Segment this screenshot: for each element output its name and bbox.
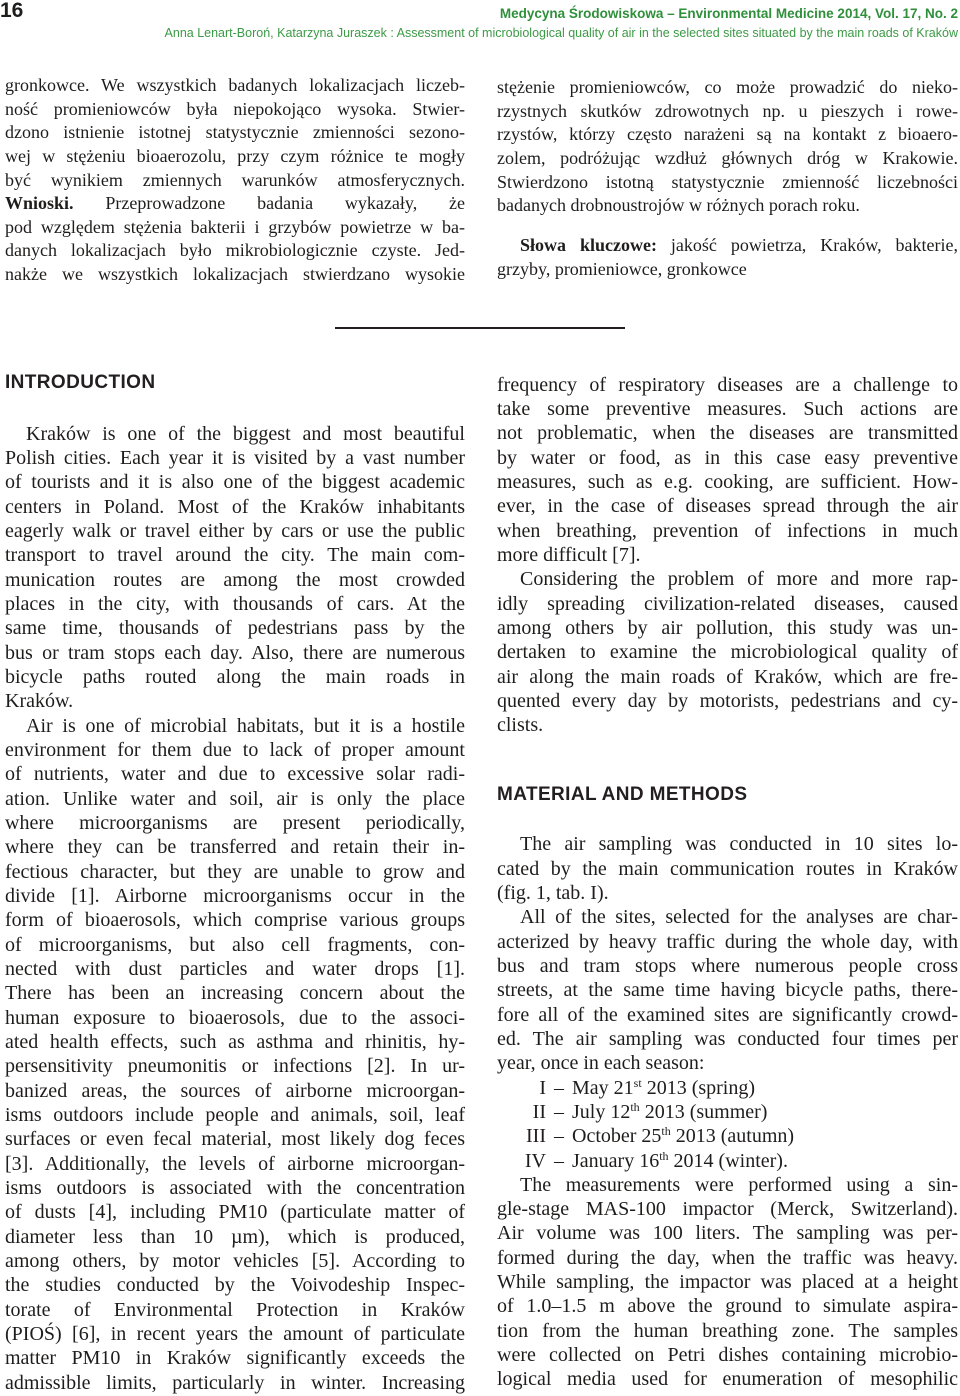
- keywords-paragraph: [497, 234, 958, 281]
- body-paragraph: [497, 373, 958, 568]
- text-line: admissible limits, particularly in winter. Increasing: [5, 1371, 465, 1394]
- dash-separator: –: [554, 1149, 564, 1172]
- ordinal-suffix: th: [659, 1148, 669, 1163]
- text-line: isms outdoors include people and animals, soil, leaf: [5, 1104, 465, 1126]
- body-paragraph: [497, 905, 958, 1075]
- text-line: frequency of respiratory diseases are a challenge to: [497, 373, 958, 396]
- season-numeral: IV: [524, 1149, 546, 1172]
- text-line: Considering the problem of more and more rap-: [520, 568, 958, 591]
- text-line: ever, in the case of diseases spread through the air: [497, 495, 958, 518]
- text-line: wej w stężeniu bioaerozolu, przy czym różnice te mogły: [5, 145, 465, 166]
- text-line: by water or food, as in this case easy preventive: [497, 446, 958, 469]
- left-text-column: [5, 371, 465, 1395]
- text-line: Air volume was 100 liters. The sampling was per-: [497, 1222, 958, 1245]
- text-line: among others by air pollution, this study was un-: [497, 617, 958, 640]
- year-and-season: 2014 (winter).: [673, 1149, 788, 1172]
- text-line: nakże we wszystkich lokalizacjach stwierdzano wysokie: [5, 263, 465, 284]
- page-number: 16: [0, 0, 24, 22]
- text-line: badanych drobnoustrojów w różnych porach roku.: [497, 195, 860, 216]
- sampling-date-item: [497, 1124, 958, 1148]
- text-line: matter PM10 in Kraków significantly exceeds the: [5, 1347, 465, 1370]
- sampling-date: July 12: [572, 1100, 631, 1123]
- text-line: gle-stage MAS-100 impactor (Merck, Switzerland).: [497, 1198, 958, 1221]
- text-line: (PIOŚ) [6], in recent years the amount of particulate: [5, 1322, 465, 1345]
- text-line: stężenie promieniowców, co może prowadzić do nieko-: [497, 77, 958, 98]
- body-paragraph: [497, 1173, 958, 1392]
- text-line: While sampling, the impactor was placed at a height: [497, 1271, 958, 1294]
- text-line: year, once in each season:: [497, 1052, 705, 1075]
- text-line: clists.: [497, 714, 544, 737]
- text-line: Kraków.: [5, 690, 74, 713]
- sampling-date-item: [497, 1076, 958, 1100]
- text-line: The air sampling was conducted in 10 sites lo-: [520, 833, 958, 856]
- text-line: logical media used for enumeration of mesophilic: [497, 1368, 958, 1391]
- sampling-date: January 16: [572, 1149, 660, 1172]
- text-line: environment for them due to lack of proper amount: [5, 739, 465, 762]
- abstract-right-column: [497, 76, 958, 281]
- text-line: danych lokalizacjach było mikrobiologicznie czyste. Jed-: [5, 240, 465, 261]
- sampling-date-item: [497, 1100, 958, 1124]
- text-line: dzono istnienie istotnej statystycznie zmienności sezono-: [5, 122, 465, 143]
- text-line: eagerly walk or travel either by cars or use the public: [5, 520, 465, 543]
- introduction-heading: INTRODUCTION: [5, 371, 156, 393]
- sampling-date-item: [497, 1149, 958, 1173]
- text-line: same time, thousands of pedestrians pass by the: [5, 617, 465, 640]
- text-line: gronkowce. We wszystkich badanych lokalizacjach liczeb-: [5, 75, 465, 96]
- text-line: of tourists and it is also one of the biggest academic: [5, 471, 465, 494]
- text-line: form of bioaerosols, which comprise various groups: [5, 909, 465, 932]
- abstract-results-paragraph: [5, 74, 465, 192]
- text-line: All of the sites, selected for the analyses are char-: [520, 906, 958, 929]
- text-line: where they can be transferred and retain their in-: [5, 836, 465, 859]
- text-line: dertaken to examine the microbiological quality of: [497, 641, 958, 664]
- text-line: of microorganisms, but also cell fragments, con-: [5, 933, 465, 956]
- bold-lead-in: Wnioski.: [5, 193, 74, 214]
- text-line: banized areas, the sources of airborne microorgan-: [5, 1079, 465, 1102]
- abstract-conclusions-paragraph: [5, 192, 465, 286]
- text-line: munication routes are among the most crowded: [5, 568, 465, 591]
- text-line: rzystów, którzy często narażeni są na kontakt z bioaero-: [497, 124, 958, 145]
- text-line: torate of Environmental Protection in Kraków: [5, 1298, 465, 1321]
- text-line: more difficult [7].: [497, 544, 641, 567]
- text-line: idly spreading civilization-related diseases, caused: [497, 592, 958, 615]
- text-line: tion from the human breathing zone. The samples: [497, 1319, 958, 1342]
- text-line: The measurements were performed using a sin-: [520, 1173, 958, 1196]
- text-line: cated by the main communication routes in Kraków: [497, 857, 958, 880]
- sampling-date: October 25: [572, 1125, 662, 1148]
- sampling-dates-list: [497, 1076, 958, 1173]
- text-line: [497, 234, 958, 258]
- text-line: There has been an increasing concern about the: [5, 982, 465, 1005]
- text-line: bicycle paths routed along the main roads in: [5, 666, 465, 689]
- text-line: [3]. Additionally, the levels of airborne microorgan-: [5, 1152, 465, 1175]
- abstract-conclusions-continued: [497, 76, 958, 218]
- text-line: rzystnych skutków zdrowotnych np. u pieszych i rowe-: [497, 100, 958, 121]
- text-line: isms outdoors is associated with the concentration: [5, 1176, 465, 1199]
- text-line: formed during the day, when the traffic was heavy.: [497, 1246, 958, 1269]
- year-and-season: 2013 (spring): [646, 1076, 756, 1099]
- line-text: jakość powietrza, Kraków, bakterie,: [656, 235, 958, 256]
- text-line: when breathing, prevention of infections in much: [497, 519, 958, 542]
- text-line: ation. Unlike water and soil, air is only the place: [5, 787, 465, 810]
- text-line: być wynikiem zmiennych warunków atmosferycznych.: [5, 169, 465, 190]
- text-line: places in the city, with thousands of cars. At the: [5, 593, 465, 616]
- text-line: of 1.0–1.5 m above the ground to simulate aspira-: [497, 1295, 958, 1318]
- right-text-column: [497, 373, 958, 1392]
- text-line: among others, by motor vehicles [5]. According to: [5, 1249, 465, 1272]
- text-line: of nutrients, water and due to excessive solar radi-: [5, 763, 465, 786]
- season-numeral: I: [539, 1076, 546, 1099]
- text-line: ność promieniowców była niepokojąco wysoka. Stwier-: [5, 98, 465, 119]
- text-line: bus or tram stops each day. Also, there are numerous: [5, 641, 465, 664]
- text-line: where microorganisms are present periodically,: [5, 812, 465, 835]
- running-title: Anna Lenart-Boroń, Katarzyna Juraszek : Assessment of microbiological quality of air in the selected sites situated by the main roads of Kraków: [164, 26, 958, 40]
- season-numeral: II: [532, 1100, 546, 1123]
- text-line: [5, 192, 465, 216]
- year-and-season: 2013 (autumn): [675, 1125, 795, 1148]
- text-line: pod względem stężenia bakterii i grzybów powietrze w ba-: [5, 216, 465, 237]
- text-line: Kraków is one of the biggest and most beautiful: [26, 422, 465, 445]
- ordinal-suffix: st: [633, 1075, 642, 1090]
- text-line: of dusts [4], including PM10 (particulate matter of: [5, 1201, 465, 1224]
- text-line: persensitivity pneumonitis or infections [2]. In ur-: [5, 1055, 465, 1078]
- text-line: nected with dust particles and water drops [1].: [5, 958, 465, 981]
- abstract-left-column: [5, 74, 465, 286]
- text-line: not problematic, when the diseases are transmitted: [497, 422, 958, 445]
- text-line: measures, such as e.g. cooking, are sufficient. How-: [497, 471, 958, 494]
- text-line: the studies conducted by the Voivodeship Inspec-: [5, 1274, 465, 1297]
- bold-lead-in: Słowa kluczowe:: [520, 235, 657, 256]
- text-line: were collected on Petri dishes containing microbio-: [497, 1344, 958, 1367]
- body-paragraph: [497, 832, 958, 905]
- text-line: fore all of the examined sites are significantly crowd-: [497, 1003, 958, 1026]
- season-numeral: III: [526, 1125, 546, 1148]
- text-line: Stwierdzono istotną statystycznie zmienność liczebności: [497, 171, 958, 192]
- ordinal-suffix: th: [630, 1099, 640, 1114]
- text-line: divide [1]. Airborne microorganisms occur in the: [5, 885, 465, 908]
- line-text: Przeprowadzone badania wykazały, że: [73, 193, 465, 214]
- text-line: centers in Poland. Most of the Kraków inhabitants: [5, 495, 465, 518]
- sampling-date: May 21: [572, 1076, 634, 1099]
- text-line: Polish cities. Each year it is visited by a vast number: [5, 447, 465, 470]
- text-line: surfaces or even fecal material, most likely dog feces: [5, 1128, 465, 1151]
- text-line: take some preventive measures. Such actions are: [497, 398, 958, 421]
- text-line: ed. The air sampling was conducted four times per: [497, 1027, 958, 1050]
- text-line: fectious character, but they are unable to grow and: [5, 860, 465, 883]
- text-line: grzyby, promieniowce, gronkowce: [497, 258, 747, 279]
- dash-separator: –: [554, 1100, 564, 1123]
- text-line: zolem, podróżując wzdłuż głównych dróg w Krakowie.: [497, 147, 958, 168]
- dash-separator: –: [554, 1076, 564, 1099]
- ordinal-suffix: th: [661, 1124, 671, 1139]
- material-and-methods-heading: MATERIAL AND METHODS: [497, 784, 748, 806]
- year-and-season: 2013 (summer): [644, 1100, 768, 1123]
- text-line: Air is one of microbial habitats, but it is a hostile: [26, 714, 465, 737]
- body-paragraph: [497, 567, 958, 737]
- text-line: streets, at the same time having bicycle paths, there-: [497, 979, 958, 1002]
- text-line: diameter less than 10 µm), which is produced,: [5, 1225, 465, 1248]
- text-line: (fig. 1, tab. I).: [497, 881, 609, 904]
- body-paragraph: [5, 422, 465, 714]
- text-line: ated health effects, such as asthma and rhinitis, hy-: [5, 1031, 465, 1054]
- journal-title: Medycyna Środowiskowa – Environmental Medicine 2014, Vol. 17, No. 2: [499, 6, 958, 21]
- body-paragraph: [5, 714, 465, 1395]
- dash-separator: –: [554, 1125, 564, 1148]
- text-line: quented every day by motorists, pedestrians and cy-: [497, 690, 958, 713]
- text-line: human exposure to bioaerosols, due to the associ-: [5, 1006, 465, 1029]
- section-divider: [335, 327, 625, 329]
- text-line: acterized by heavy traffic during the whole day, with: [497, 930, 958, 953]
- text-line: air along the main roads of Kraków, which are fre-: [497, 665, 958, 688]
- text-line: bus and tram stops where numerous people cross: [497, 954, 958, 977]
- text-line: transport to travel around the city. The main com-: [5, 544, 465, 567]
